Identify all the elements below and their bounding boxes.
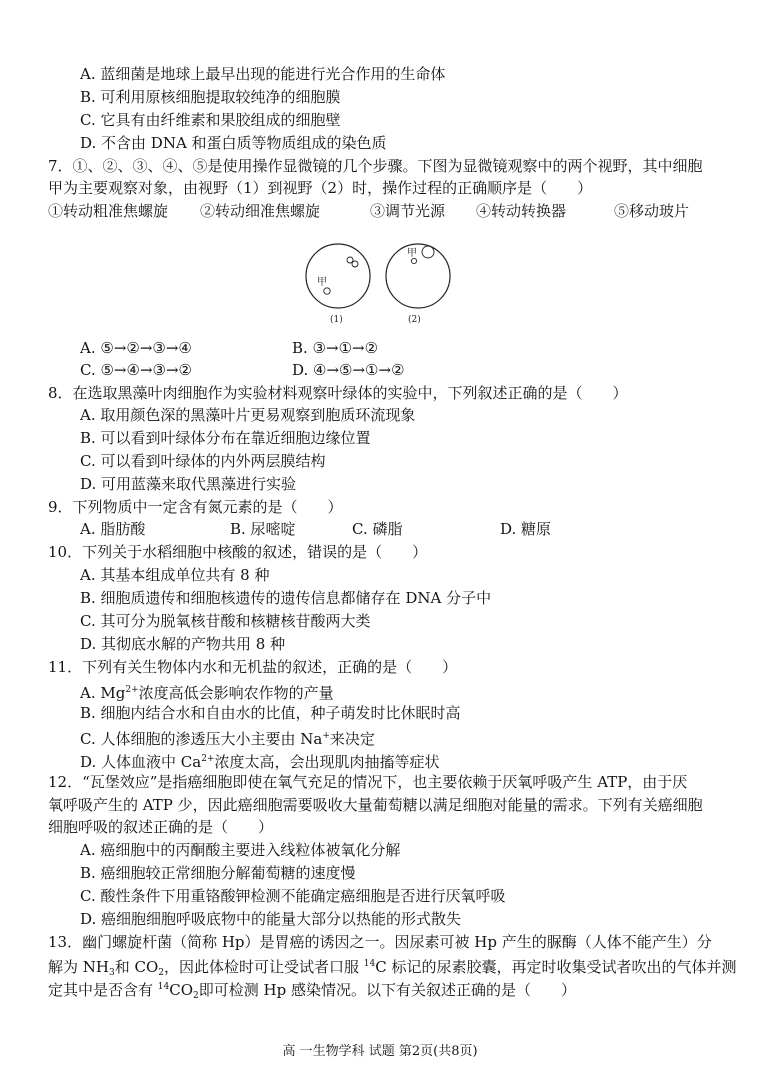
q6-option-c: C. 它具有由纤维素和果胶组成的细胞壁 — [80, 111, 341, 129]
q13-l3-text-c: 即可检测 Hp 感染情况。以下有关叙述正确的是（ ） — [198, 981, 576, 999]
field-1-cell-b — [352, 261, 358, 267]
q10-option-c: C. 其可分为脱氧核苷酸和核糖核苷酸两大类 — [80, 612, 371, 630]
q13-stem-line1: 13．幽门螺旋杆菌（简称 Hp）是胃癌的诱因之一。因尿素可被 Hp 产生的脲酶（人体不能产生）分 — [48, 933, 712, 951]
field-1-label-jia: 甲 — [317, 277, 327, 288]
q12-stem-line1: 12．“瓦堡效应”是指癌细胞即使在氧气充足的情况下，也主要依赖于厌氧呼吸产生 ATP，由于厌 — [48, 773, 688, 791]
microscope-fields-figure — [300, 238, 460, 328]
q7-step-2: ②转动细准焦螺旋 — [200, 202, 321, 220]
q8-option-c: C. 可以看到叶绿体的内外两层膜结构 — [80, 452, 326, 470]
q11-option-d — [80, 749, 440, 772]
q12-option-c: C. 酸性条件下用重铬酸钾检测不能确定癌细胞是否进行厌氧呼吸 — [80, 887, 506, 905]
q11-d-text-post: 浓度太高，会出现肌肉抽搐等症状 — [214, 753, 440, 771]
q7-option-c: C. ⑤→④→③→② — [80, 361, 192, 379]
q11-a-superscript: 2+ — [125, 685, 139, 695]
q11-stem: 11．下列有关生物体内水和无机盐的叙述，正确的是（ ） — [48, 658, 458, 676]
q7-step-1: ①转动粗准焦螺旋 — [48, 202, 169, 220]
q13-stem-line3 — [48, 977, 576, 1006]
q11-c-text-pre: C. 人体细胞的渗透压大小主要由 Na — [80, 730, 323, 748]
field-2-circle — [386, 244, 450, 308]
q8-option-a: A. 取用颜色深的黑藻叶片更易观察到胞质环流现象 — [80, 406, 416, 424]
q11-c-text-post: 来决定 — [329, 730, 375, 748]
q6-option-b: B. 可利用原核细胞提取较纯净的细胞膜 — [80, 88, 341, 106]
q8-stem: 8．在选取黑藻叶肉细胞作为实验材料观察叶绿体的实验中，下列叙述正确的是（ ） — [48, 384, 628, 402]
q13-l2-subscript-nh3: 3 — [108, 968, 115, 978]
q7-step-4: ④转动转换器 — [476, 202, 567, 220]
q13-l3-superscript-14: 14 — [157, 982, 170, 992]
field-1-caption: (1) — [330, 315, 343, 325]
q9-option-c: C. 磷脂 — [352, 520, 403, 538]
q12-stem-line2: 氧呼吸产生的 ATP 少，因此癌细胞需要吸收大量葡萄糖以满足细胞对能量的需求。下列有关癌细胞 — [48, 796, 703, 814]
q10-option-a: A. 其基本组成单位共有 8 种 — [80, 566, 270, 584]
field-2-cell-large — [422, 246, 434, 258]
q12-option-d: D. 癌细胞细胞呼吸底物中的能量大部分以热能的形式散失 — [80, 910, 462, 928]
q12-option-a: A. 癌细胞中的丙酮酸主要进入线粒体被氧化分解 — [80, 841, 401, 859]
field-1-cell-jia — [324, 288, 330, 294]
q9-option-d: D. 糖原 — [500, 520, 552, 538]
q11-option-a — [80, 680, 334, 703]
q13-l3-text-a: 定其中是否含有 — [48, 981, 158, 999]
q13-l2-text-a: 解为 NH — [48, 958, 109, 976]
field-2-cell-jia — [411, 258, 416, 263]
q11-c-superscript: + — [322, 731, 330, 741]
q12-option-b: B. 癌细胞较正常细胞分解葡萄糖的速度慢 — [80, 864, 356, 882]
q11-option-b: B. 细胞内结合水和自由水的比值，种子萌发时比休眠时高 — [80, 704, 461, 722]
q7-option-a: A. ⑤→②→③→④ — [80, 339, 192, 357]
q11-option-c — [80, 726, 375, 749]
field-1-circle — [306, 244, 370, 308]
microscope-fields-svg — [300, 238, 460, 328]
q11-a-text-pre: A. Mg — [80, 684, 126, 702]
q10-option-b: B. 细胞质遗传和细胞核遗传的遗传信息都储存在 DNA 分子中 — [80, 589, 492, 607]
q13-l2-text-c: ，因此体检时可让受试者口服 — [164, 958, 364, 976]
q6-option-a: A. 蓝细菌是地球上最早出现的能进行光合作用的生命体 — [80, 65, 446, 83]
q13-l2-text-d: C 标记的尿素胶囊，再定时收集受试者吹出的气体并测 — [375, 958, 737, 976]
q7-stem-line2: 甲为主要观察对象，由视野（1）到视野（2）时，操作过程的正确顺序是（ ） — [48, 179, 593, 197]
q13-l3-subscript-2: 2 — [193, 991, 199, 1001]
q9-option-b: B. 尿嘧啶 — [230, 520, 296, 538]
q13-l2-text-b: 和 CO — [114, 958, 159, 976]
q8-option-d: D. 可用蓝藻来取代黑藻进行实验 — [80, 475, 297, 493]
page-footer: 高 一生物学科 试题 第2页(共8页) — [282, 1044, 478, 1059]
q11-d-text-pre: D. 人体血液中 Ca — [80, 753, 202, 771]
q13-l2-superscript-14: 14 — [363, 959, 376, 969]
q10-stem: 10．下列关于水稻细胞中核酸的叙述，错误的是（ ） — [48, 543, 428, 561]
q6-option-d: D. 不含由 DNA 和蛋白质等物质组成的染色质 — [80, 134, 387, 152]
field-2-label-jia: 甲 — [407, 248, 417, 259]
q7-option-b: B. ③→①→② — [292, 339, 379, 357]
q9-stem: 9．下列物质中一定含有氮元素的是（ ） — [48, 498, 343, 516]
q13-l3-text-b: CO — [169, 981, 194, 999]
q7-step-5: ⑤移动玻片 — [614, 202, 690, 220]
q11-a-text-post: 浓度高低会影响农作物的产量 — [138, 684, 334, 702]
q8-option-b: B. 可以看到叶绿体分布在靠近细胞边缘位置 — [80, 429, 371, 447]
q13-l2-subscript-co2: 2 — [158, 968, 164, 978]
q7-option-d: D. ④→⑤→①→② — [292, 361, 405, 379]
q12-stem-line3: 细胞呼吸的叙述正确的是（ ） — [48, 818, 274, 836]
q7-step-3: ③调节光源 — [370, 202, 446, 220]
field-2-caption: (2) — [408, 315, 421, 325]
q10-option-d: D. 其彻底水解的产物共用 8 种 — [80, 635, 286, 653]
q7-stem-line1: 7．①、②、③、④、⑤是使用操作显微镜的几个步骤。下图为显微镜观察中的两个视野，其中细胞 — [48, 157, 703, 175]
field-1-cell-a — [347, 257, 353, 263]
q11-d-superscript: 2+ — [201, 754, 215, 764]
q9-option-a: A. 脂肪酸 — [80, 520, 146, 538]
